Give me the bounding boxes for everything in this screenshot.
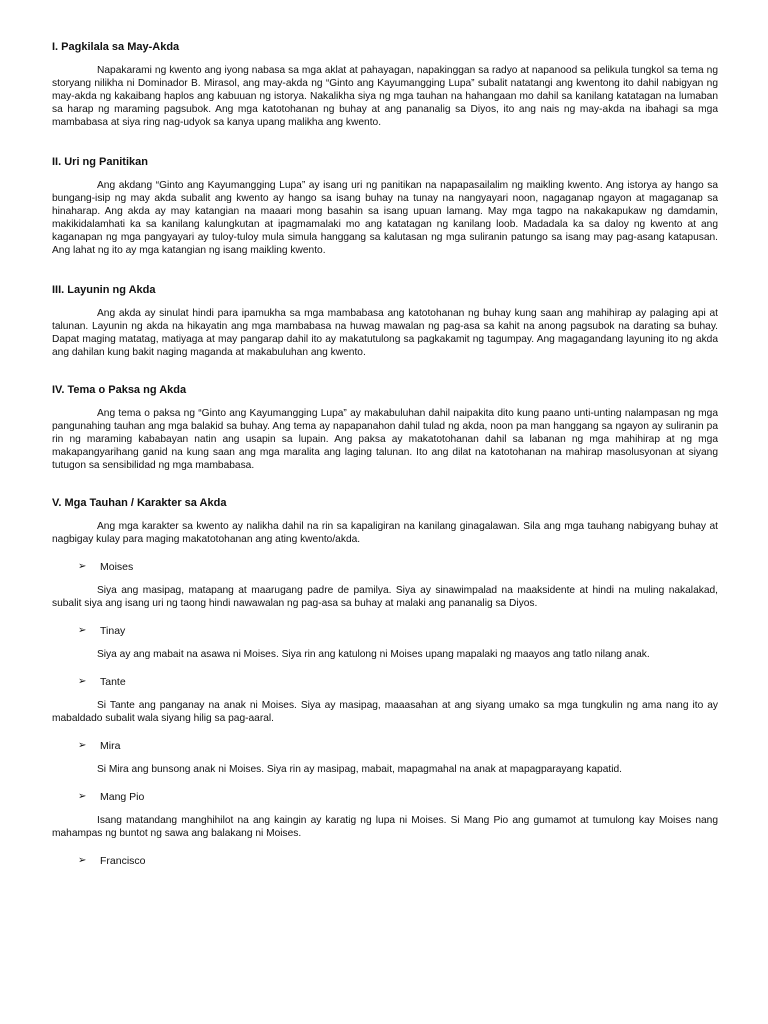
- section-tema: [52, 383, 718, 472]
- character-name: Tinay: [100, 625, 126, 637]
- section-heading: V. Mga Tauhan / Karakter sa Akda: [52, 497, 227, 509]
- character-description: Isang matandang manghihilot na ang kaingin ay karatig ng lupa ni Moises. Si Mang Pio ang gumamot at tumulong kay Moises nang mahampas ng buntot ng sawa ang balakang ni Moises.: [52, 815, 718, 839]
- section-paragraph: Ang tema o paksa ng “Ginto ang Kayumangging Lupa” ay makabuluhan dahil naipakita dito kung paano unti-unting nalampasan ng mga pangunahing tauhan ang mga balakid sa buhay. Ang tema ay napapanahon dahil tulad ng akda, noon pa man hanggang sa ngayon ay suliranin pa rin ng maraming kababayan natin ang usapin sa lupain. Ang paksa ay makatotohanan dahil sa labanan ng mga mahihirap at ng mga makapangyarihang ganid na kung saan ang mga maralita ang laging talunan. Ito ang dilat na katotohanan na mahirap masolusyonan at siyang tutugon sa sensibilidad ng mga mambabasa.: [52, 408, 718, 471]
- character-name-row: [78, 854, 718, 868]
- character-description: Si Tante ang panganay na anak ni Moises. Siya ay masipag, maaasahan at ang siyang umako sa mga tungkulin ng ama nang ito ay mabaldado subalit wala siyang hilig sa pag-aaral.: [52, 700, 718, 724]
- character-tante: [52, 675, 718, 725]
- section-heading: I. Pagkilala sa May-Akda: [52, 41, 180, 53]
- section-heading: II. Uri ng Panitikan: [52, 156, 148, 168]
- arrow-bullet-icon: ➢: [78, 740, 87, 751]
- section-uri-ng-panitikan: [52, 155, 718, 257]
- section-paragraph: Ang akdang “Ginto ang Kayumangging Lupa” ay isang uri ng panitikan na napapasailalim ng maikling kwento. Ang istorya ay hango sa bungang-isip ng may akda subalit ang kwento ay hango sa isang buhay na tunay na nangyayari noon, nagaganap ngayon at magaganap sa hinaharap. Ang akda ay may katangian na maaari mong basahin sa isang upuan lamang. May mga tagpo na nakakapukaw ng damdamin, makikidalamhati ka sa kanilang kalungkutan at ipagmamalaki mo ang katatagan ng kanilang loob. Madadala ka sa daloy ng kwento at ang kaganapan ng mga pangyayari ay tuloy-tuloy mula simula hanggang sa kalutasan ng mga suliranin patungo sa isang may pag-asang katapusan. Ang lahat ng ito ay mga katangian ng isang maikling kwento.: [52, 180, 718, 256]
- section-paragraph: Napakarami ng kwento ang iyong nabasa sa mga aklat at pahayagan, napakinggan sa radyo at napanood sa pelikula tungkol sa tema ng storyang nilikha ni Dominador B. Mirasol, ang may-akda ng “Ginto ang Kayumangging Lupa” subalit natatangi ang kwentong ito dahil nabigyan ng may-akda ng kakaibang haplos ang kabuuan ng istorya. Nakalikha siya ng mga tauhan na hahangaan mo dahil sa kanilang katatagan na lumaban sa harap ng maraming pagsubok. Ang mga katotohanan ng buhay at ang pananalig sa Diyos, ito ang nais ng may-akda na ibahagi sa mga mambabasa at siya ring nag-udyok sa kanya upang malikha ang kwento.: [52, 65, 718, 128]
- arrow-bullet-icon: ➢: [78, 625, 87, 636]
- section-pagkilala: [52, 40, 718, 129]
- section-heading: IV. Tema o Paksa ng Akda: [52, 384, 187, 396]
- character-name: Francisco: [100, 855, 146, 867]
- character-name: Mang Pio: [100, 791, 145, 803]
- character-name: Tante: [100, 676, 126, 688]
- character-name-row: [78, 739, 718, 753]
- character-name-row: [78, 675, 718, 689]
- character-description: Si Mira ang bunsong anak ni Moises. Siya rin ay masipag, mabait, mapagmahal na anak at mapagparayang kapatid.: [97, 764, 622, 775]
- character-name-row: [78, 790, 718, 804]
- arrow-bullet-icon: ➢: [78, 855, 87, 866]
- arrow-bullet-icon: ➢: [78, 791, 87, 802]
- character-name-row: [78, 560, 718, 574]
- section-heading: III. Layunin ng Akda: [52, 284, 156, 296]
- section-layunin: [52, 283, 718, 359]
- character-description: Siya ang masipag, matapang at maarugang padre de pamilya. Siya ay sinawimpalad na maaksidente at hindi na muling nakalakad, subalit siya ang isang uri ng taong hindi nawawalan ng pag-asa sa buhay at malaki ang pananalig sa Diyos.: [52, 585, 718, 609]
- section-paragraph: Ang mga karakter sa kwento ay nalikha dahil na rin sa kapaligiran na kanilang ginagalawan. Sila ang mga tauhang nabigyang buhay at nagbigay kulay para maging makatotohanan ang ating kwento/akda.: [52, 521, 718, 545]
- character-mira: [52, 739, 718, 776]
- section-paragraph: Ang akda ay sinulat hindi para ipamukha sa mga mambabasa ang katotohanan ng buhay kung saan ang mahihirap ay palaging api at talunan. Layunin ng akda na hikayatin ang mga mambabasa na huwag mawalan ng pag-asa sa kahit na anong pagsubok na darating sa buhay. Dapat maging matatag, matiyaga at may pangarap dahil ito ay makatutulong sa pagkakamit ng tagumpay. Ang magagandang layuning ito ng akda ang dahilan kung bakit naging maganda at makabuluhan ang kwento.: [52, 308, 718, 358]
- character-description: Siya ay ang mabait na asawa ni Moises. Siya rin ang katulong ni Moises upang mapalaki ng maayos ang tatlo nilang anak.: [97, 649, 650, 660]
- arrow-bullet-icon: ➢: [78, 561, 87, 572]
- arrow-bullet-icon: ➢: [78, 676, 87, 687]
- section-mga-tauhan: [52, 496, 718, 868]
- character-mang-pio: [52, 790, 718, 840]
- character-name-row: [78, 624, 718, 638]
- character-francisco: [52, 854, 718, 868]
- character-tinay: [52, 624, 718, 661]
- character-name: Mira: [100, 740, 121, 752]
- character-name: Moises: [100, 561, 134, 573]
- character-moises: [52, 560, 718, 610]
